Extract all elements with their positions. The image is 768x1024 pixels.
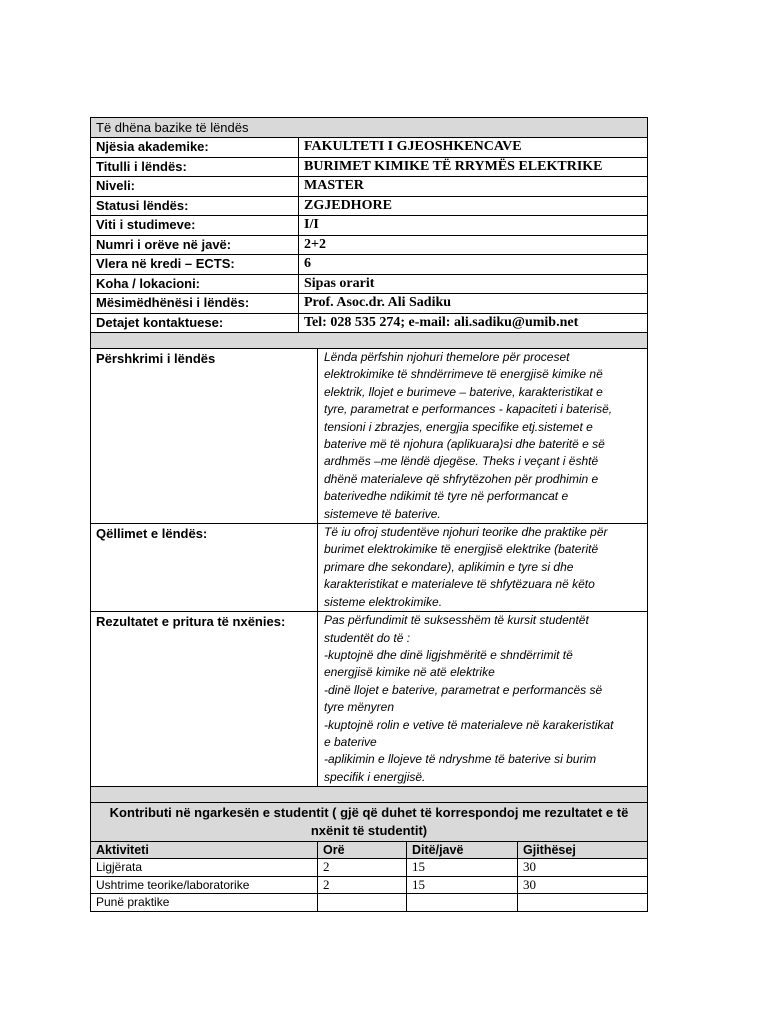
outcomes-line: -aplikimin e llojeve të ndryshme të baterive si burim: [324, 752, 597, 767]
goals-line: karakteristikat e materialeve të shfytëzuara në këto: [324, 577, 595, 592]
activity-days-week: 15: [407, 859, 518, 877]
field-value: I/I: [299, 216, 648, 236]
activity-hours: 2: [318, 876, 407, 894]
basic-info-header: Të dhëna bazike të lëndës: [91, 118, 648, 138]
activity-total: 30: [518, 859, 648, 877]
field-label: Viti i studimeve:: [91, 216, 299, 236]
section-spacer: [91, 333, 648, 349]
activity-name: Ligjërata: [91, 859, 318, 877]
description-line: baterive më të njohura (aplikuara)si dhe bateritë e së: [324, 437, 605, 452]
field-label: Njësia akademike:: [91, 138, 299, 158]
description-line: tyre, parametrat e performances - kapaciteti i baterisë,: [324, 402, 613, 417]
field-value: FAKULTETI I GJEOSHKENCAVE: [299, 138, 648, 158]
field-label: Koha / lokacioni:: [91, 274, 299, 294]
field-value: Prof. Asoc.dr. Ali Sadiku: [299, 294, 648, 314]
contribution-rows: [91, 859, 648, 912]
basic-info-row: [91, 196, 648, 216]
goals-line: burimet elektrokimike të energjisë elektrike (bateritë: [324, 542, 599, 557]
activity-days-week: 15: [407, 876, 518, 894]
description-line: elektrik, llojet e burimeve – baterive, karakteristikat e: [324, 384, 603, 399]
outcomes-line: energjisë kimike në atë elektrike: [324, 665, 495, 680]
contribution-title: Kontributi në ngarkesën e studentit ( gjë që duhet të korrespondoj me rezultatet e të nxënit të studentit): [91, 803, 648, 842]
goals-line: Të iu ofroj studentëve njohuri teorike dhe praktike për: [324, 525, 608, 540]
description-label: Përshkrimi i lëndës: [91, 349, 318, 524]
goals-text: [318, 524, 648, 612]
goals-line: sisteme elektrokimike.: [324, 594, 443, 609]
spacer-cell: [91, 333, 648, 349]
field-label: Titulli i lëndës:: [91, 157, 299, 177]
field-label: Vlera në kredi – ECTS:: [91, 255, 299, 275]
outcomes-line: specifik i energjisë.: [324, 769, 426, 784]
activity-total: [518, 894, 648, 912]
basic-info-row: [91, 294, 648, 314]
activity-hours: [318, 894, 407, 912]
basic-info-row: [91, 177, 648, 197]
outcomes-line: e baterive: [324, 734, 377, 749]
contribution-spacer: [91, 787, 648, 803]
outcomes-line: -kuptojnë dhe dinë ligjshmëritë e shndërrimit të: [324, 647, 573, 662]
activity-name: Ushtrime teorike/laboratorike: [91, 876, 318, 894]
basic-info-row: [91, 157, 648, 177]
activity-row: [91, 876, 648, 894]
basic-info-row: [91, 138, 648, 158]
field-value: 6: [299, 255, 648, 275]
contribution-table: [90, 787, 648, 912]
basic-info-row: [91, 274, 648, 294]
field-label: Numri i orëve në javë:: [91, 235, 299, 255]
goals-line: primare dhe sekondare), aplikimin e tyre si dhe: [324, 559, 574, 574]
outcomes-label: Rezultatet e pritura të nxënies:: [91, 612, 318, 787]
outcomes-line: tyre mënyren: [324, 700, 395, 715]
outcomes-line: studentët do të :: [324, 630, 411, 645]
field-value: ZGJEDHORE: [299, 196, 648, 216]
activity-name: Punë praktike: [91, 894, 318, 912]
goals-label: Qëllimet e lëndës:: [91, 524, 318, 612]
field-value: Tel: 028 535 274; e-mail: ali.sadiku@umib.net: [299, 313, 648, 333]
basic-info-rows: [91, 138, 648, 333]
outcomes-line: -dinë llojet e baterive, parametrat e performancës së: [324, 682, 603, 697]
basic-info-table: [90, 117, 648, 349]
column-header-total: Gjithësej: [518, 842, 648, 859]
basic-info-row: [91, 313, 648, 333]
description-line: tensioni i zbrazjes, energjia specifike etj.sistemet e: [324, 419, 593, 434]
activity-row: [91, 894, 648, 912]
description-line: elektrokimike të shndërrimeve të energjisë kimike në: [324, 367, 603, 382]
description-line: Lënda përfshin njohuri themelore për proceset: [324, 350, 570, 364]
course-details-table: [90, 349, 648, 787]
field-label: Statusi lëndës:: [91, 196, 299, 216]
outcomes-text: [318, 612, 648, 787]
field-value: Sipas orarit: [299, 274, 648, 294]
basic-info-row: [91, 255, 648, 275]
outcomes-line: Pas përfundimit të suksesshëm të kursit studentët: [324, 613, 589, 628]
basic-info-row: [91, 216, 648, 236]
spacer-cell: [91, 787, 648, 803]
description-line: sistemeve të baterive.: [324, 506, 441, 521]
description-text: [318, 349, 648, 524]
field-label: Mësimëdhënësi i lëndës:: [91, 294, 299, 314]
column-header-days-week: Ditë/javë: [407, 842, 518, 859]
column-header-hours: Orë: [318, 842, 407, 859]
contribution-title-row: [91, 803, 648, 842]
description-line: baterivedhe ndikimit të tyre në performancat e: [324, 489, 569, 504]
column-header-activity: Aktiviteti: [91, 842, 318, 859]
activity-hours: 2: [318, 859, 407, 877]
description-line: dhënë materialeve që shfrytëzohen për prodhimin e: [324, 471, 599, 486]
contribution-header-row: [91, 842, 648, 859]
activity-row: [91, 859, 648, 877]
goals-row: [91, 524, 648, 612]
field-value: 2+2: [299, 235, 648, 255]
field-label: Detajet kontaktuese:: [91, 313, 299, 333]
basic-info-row: [91, 235, 648, 255]
field-value: BURIMET KIMIKE TË RRYMËS ELEKTRIKE: [299, 157, 648, 177]
outcomes-line: -kuptojnë rolin e vetive të materialeve në karakeristikat: [324, 717, 614, 732]
description-row: [91, 349, 648, 524]
basic-info-header-row: [91, 118, 648, 138]
description-line: ardhmës –me lëndë djegëse. Theks i veçant i është: [324, 454, 599, 469]
activity-days-week: [407, 894, 518, 912]
outcomes-row: [91, 612, 648, 787]
activity-total: 30: [518, 876, 648, 894]
field-value: MASTER: [299, 177, 648, 197]
field-label: Niveli:: [91, 177, 299, 197]
course-syllabus-page: [90, 117, 647, 912]
